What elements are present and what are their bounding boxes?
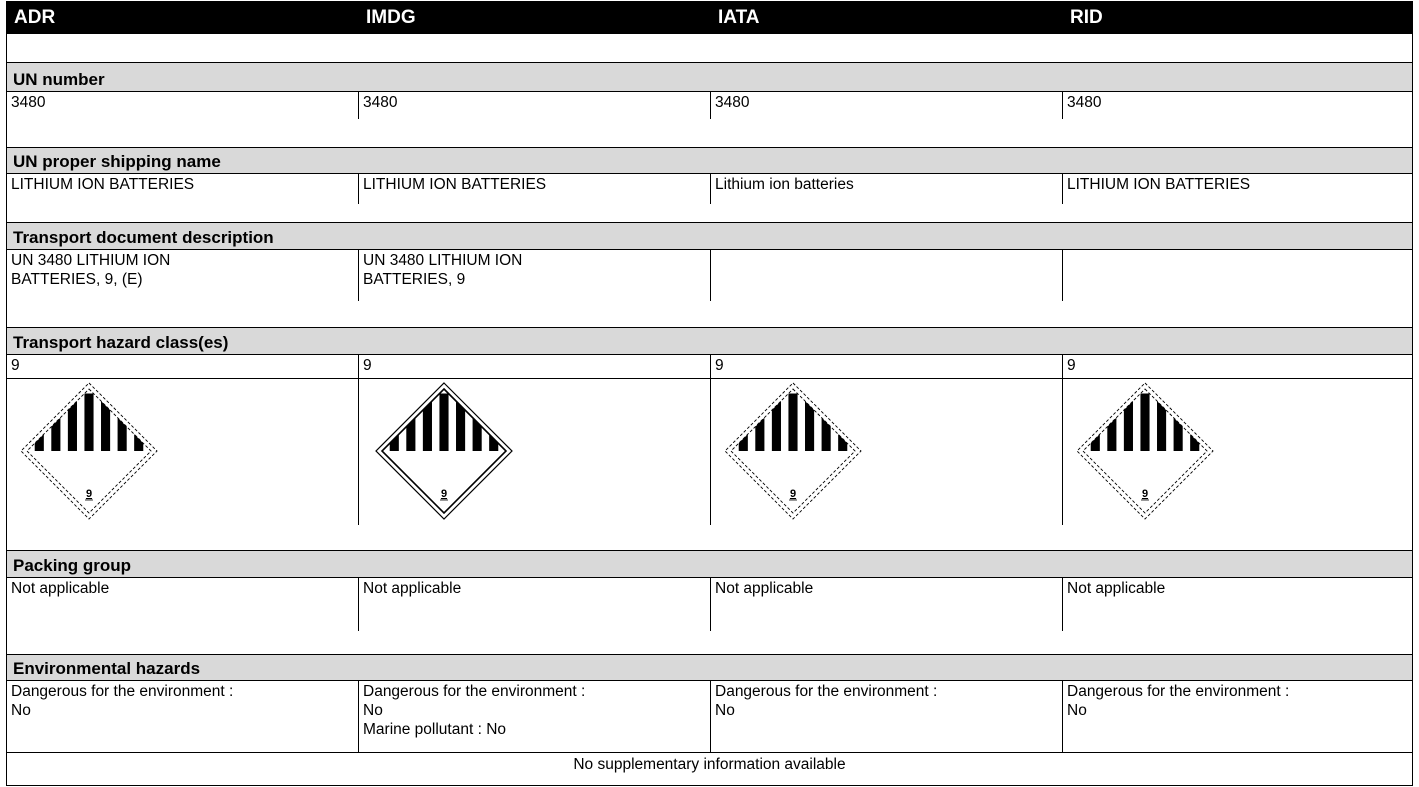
- table-row: [7, 354, 1412, 378]
- cell-rid: LITHIUM ION BATTERIES: [1067, 176, 1251, 193]
- table-row: [7, 577, 1412, 631]
- section-un-number: [7, 62, 1412, 91]
- section-shipping-name: [7, 147, 1412, 173]
- cell-line: No: [363, 702, 383, 719]
- class-9-label-icon: [19, 381, 159, 521]
- cell-line: Marine pollutant : No: [363, 721, 507, 738]
- cell-iata: Not applicable: [711, 578, 1063, 631]
- section-title: UN number: [13, 70, 105, 89]
- section-title: UN proper shipping name: [13, 152, 221, 171]
- cell-adr: [7, 379, 359, 525]
- cell-rid: [1063, 379, 1414, 525]
- cell-iata: [711, 681, 1063, 752]
- cell-rid: Not applicable: [1067, 580, 1166, 597]
- section-title: Environmental hazards: [13, 659, 201, 678]
- section-title: Transport document description: [13, 228, 274, 247]
- label-class-number: 9: [789, 488, 797, 500]
- cell-imdg: [359, 379, 711, 525]
- cell-iata: [711, 379, 1063, 525]
- table-row-labels: [7, 378, 1412, 525]
- class-9-label-icon: [723, 381, 863, 521]
- section-title: Packing group: [13, 556, 132, 575]
- cell-rid: [1063, 250, 1414, 301]
- section-packing-group: [7, 550, 1412, 577]
- cell-adr: 3480: [7, 92, 359, 119]
- cell-line: Dangerous for the environment :: [363, 683, 586, 700]
- cell-imdg: Not applicable: [359, 578, 711, 631]
- table-header: [7, 1, 1412, 34]
- label-class-number: 9: [85, 488, 93, 500]
- cell-imdg: LITHIUM ION BATTERIES: [359, 174, 711, 204]
- supplementary-info: No supplementary information available: [7, 752, 1412, 785]
- table-row: [7, 680, 1412, 752]
- section-hazard-class: [7, 327, 1412, 354]
- class-9-label-icon: [1075, 381, 1215, 521]
- column-header-adr: ADR: [14, 7, 56, 28]
- cell-line: Dangerous for the environment :: [1067, 683, 1290, 700]
- cell-rid: [1063, 681, 1414, 752]
- cell-imdg: 9: [359, 355, 711, 378]
- cell-line: BATTERIES, 9: [363, 271, 466, 288]
- cell-adr: [7, 681, 359, 752]
- cell-line: UN 3480 LITHIUM ION: [11, 252, 171, 269]
- table-row: [7, 173, 1412, 204]
- cell-imdg: [359, 681, 711, 752]
- cell-imdg: 3480: [359, 92, 711, 119]
- cell-line: No: [715, 702, 735, 719]
- cell-adr: Not applicable: [7, 578, 359, 631]
- label-stripe: [788, 394, 797, 451]
- cell-line: Dangerous for the environment :: [11, 683, 234, 700]
- cell-line: No: [11, 702, 31, 719]
- cell-iata: Lithium ion batteries: [711, 174, 1063, 204]
- cell-line: No: [1067, 702, 1087, 719]
- label-class-number: 9: [1141, 488, 1149, 500]
- cell-iata: 9: [711, 355, 1063, 378]
- section-transport-document: [7, 222, 1412, 249]
- column-header-rid: RID: [1070, 7, 1103, 28]
- section-environmental-hazards: [7, 654, 1412, 680]
- class-9-label-icon: [374, 381, 514, 521]
- column-header-iata: IATA: [718, 7, 760, 28]
- cell-line: Dangerous for the environment :: [715, 683, 938, 700]
- column-header-imdg: IMDG: [366, 7, 416, 28]
- transport-information-table: [6, 1, 1413, 786]
- cell-adr: 9: [7, 355, 359, 378]
- cell-adr: LITHIUM ION BATTERIES: [7, 174, 359, 204]
- cell-line: BATTERIES, 9, (E): [11, 271, 143, 288]
- section-title: Transport hazard class(es): [13, 333, 229, 352]
- label-stripe: [439, 394, 448, 451]
- cell-adr: [7, 250, 359, 301]
- label-stripe: [84, 394, 93, 451]
- cell-imdg: [359, 250, 711, 301]
- cell-rid: 3480: [1067, 94, 1102, 111]
- table-row: [7, 91, 1412, 119]
- cell-iata: 3480: [711, 92, 1063, 119]
- label-stripe: [1140, 394, 1149, 451]
- cell-iata: [711, 250, 1063, 301]
- label-class-number: 9: [440, 488, 448, 500]
- table-row: [7, 249, 1412, 301]
- cell-line: UN 3480 LITHIUM ION: [363, 252, 523, 269]
- cell-rid: 9: [1067, 357, 1076, 374]
